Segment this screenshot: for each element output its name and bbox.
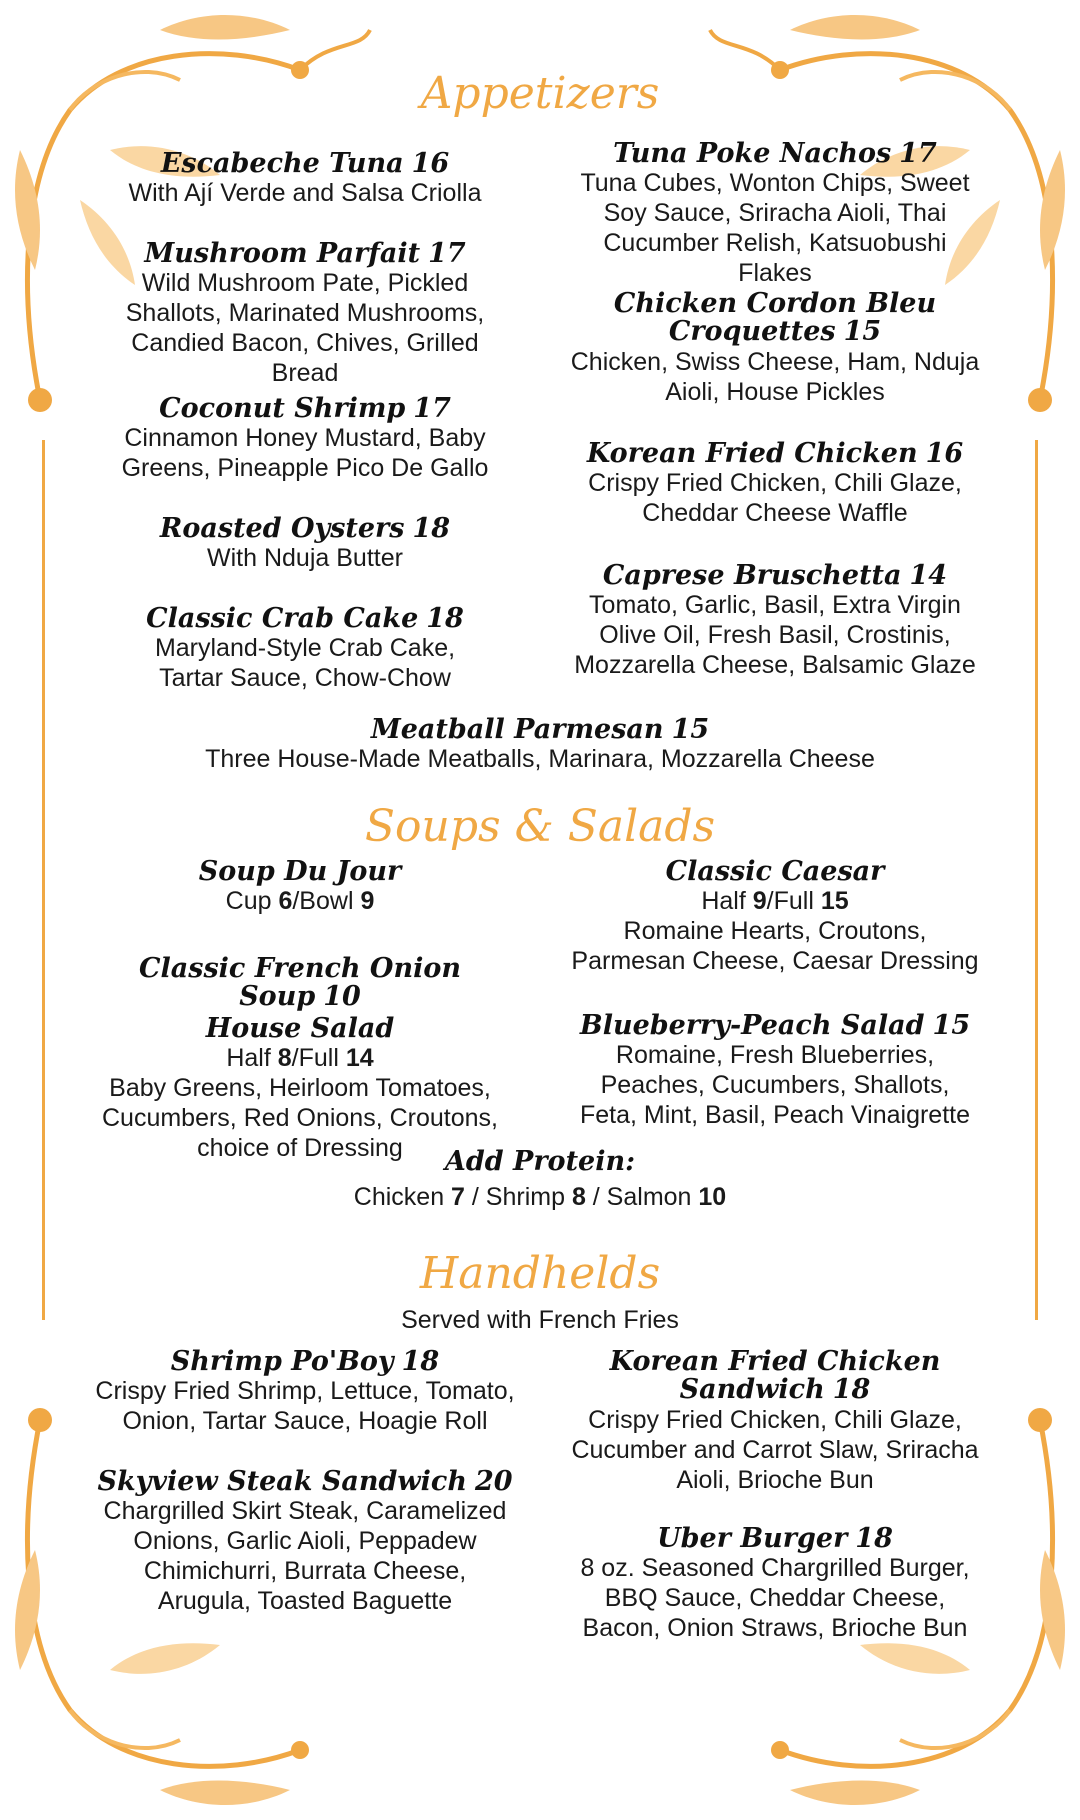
menu-item: Caprese Bruschetta 14 Tomato, Garlic, Basil, Extra Virgin Olive Oil, Fresh Basil, Crostinis, Mozzarella Cheese, Balsamic Glaze [574,560,976,680]
menu-item: Blueberry-Peach Salad 15 Romaine, Fresh Blueberries, Peaches, Cucumbers, Shallots, Feta, Mint, Basil, Peach Vinaigrette [579,1010,971,1130]
menu-item: Classic Crab Cake 18 Maryland-Style Crab Cake, Tartar Sauce, Chow-Chow [146,603,464,693]
menu-item: Soup Du Jour Cup 6/Bowl 9 [198,856,402,916]
section-title-soups-salads: Soups & Salads [364,801,716,852]
section-title-appetizers: Appetizers [420,68,660,119]
menu-item: Chicken Cordon Bleu Croquettes 15 Chicken, Swiss Cheese, Ham, Nduja Aioli, House Pickles [570,288,980,406]
menu-item: Classic Caesar Half 9/Full 15 Romaine Hearts, Croutons, Parmesan Cheese, Caesar Dressing [571,856,979,976]
menu-item: Classic French Onion Soup 10 [139,953,461,1013]
menu-item: Mushroom Parfait 17 Wild Mushroom Pate, Pickled Shallots, Marinated Mushrooms, Candied Bacon, Chives, Grilled Bread [125,238,485,388]
menu-item: Meatball Parmesan 15 Three House-Made Meatballs, Marinara, Mozzarella Cheese [205,714,875,774]
menu-item: Uber Burger 18 8 oz. Seasoned Chargrilled Burger, BBQ Sauce, Cheddar Cheese, Bacon, Onion Straws, Brioche Bun [580,1523,970,1643]
menu-item: Coconut Shrimp 17 Cinnamon Honey Mustard, Baby Greens, Pineapple Pico De Gallo [121,393,489,483]
border-line-right [1035,440,1038,1320]
menu-item: Roasted Oysters 18 With Nduja Butter [159,513,451,573]
menu-item: Korean Fried Chicken Sandwich 18 Crispy Fried Chicken, Chili Glaze, Cucumber and Carrot Slaw, Sriracha Aioli, Brioche Bun [571,1346,979,1494]
section-title-handhelds: Handhelds [419,1248,661,1299]
menu-item: Korean Fried Chicken 16 Crispy Fried Chicken, Chili Glaze, Cheddar Cheese Waffle [586,438,964,528]
menu-item: Shrimp Po'Boy 18 Crispy Fried Shrimp, Lettuce, Tomato, Onion, Tartar Sauce, Hoagie Roll [95,1346,515,1436]
border-line-left [42,440,45,1320]
section-subtitle: Served with French Fries [401,1306,679,1334]
menu-item: Tuna Poke Nachos 17 Tuna Cubes, Wonton Chips, Sweet Soy Sauce, Sriracha Aioli, Thai Cucumber Relish, Katsuobushi Flakes [580,138,970,288]
add-protein: Add Protein: Chicken 7 / Shrimp 8 / Salmon 10 [353,1146,727,1212]
menu-item: Skyview Steak Sandwich 20 Chargrilled Skirt Steak, Caramelized Onions, Garlic Aioli, Peppadew Chimichurri, Burrata Cheese, Arugula, Toasted Baguette [97,1466,513,1616]
menu-item: House Salad Half 8/Full 14 Baby Greens, Heirloom Tomatoes, Cucumbers, Red Onions, Croutons, choice of Dressing [101,1013,498,1163]
menu-item: Escabeche Tuna 16 With Ají Verde and Salsa Criolla [128,148,482,208]
